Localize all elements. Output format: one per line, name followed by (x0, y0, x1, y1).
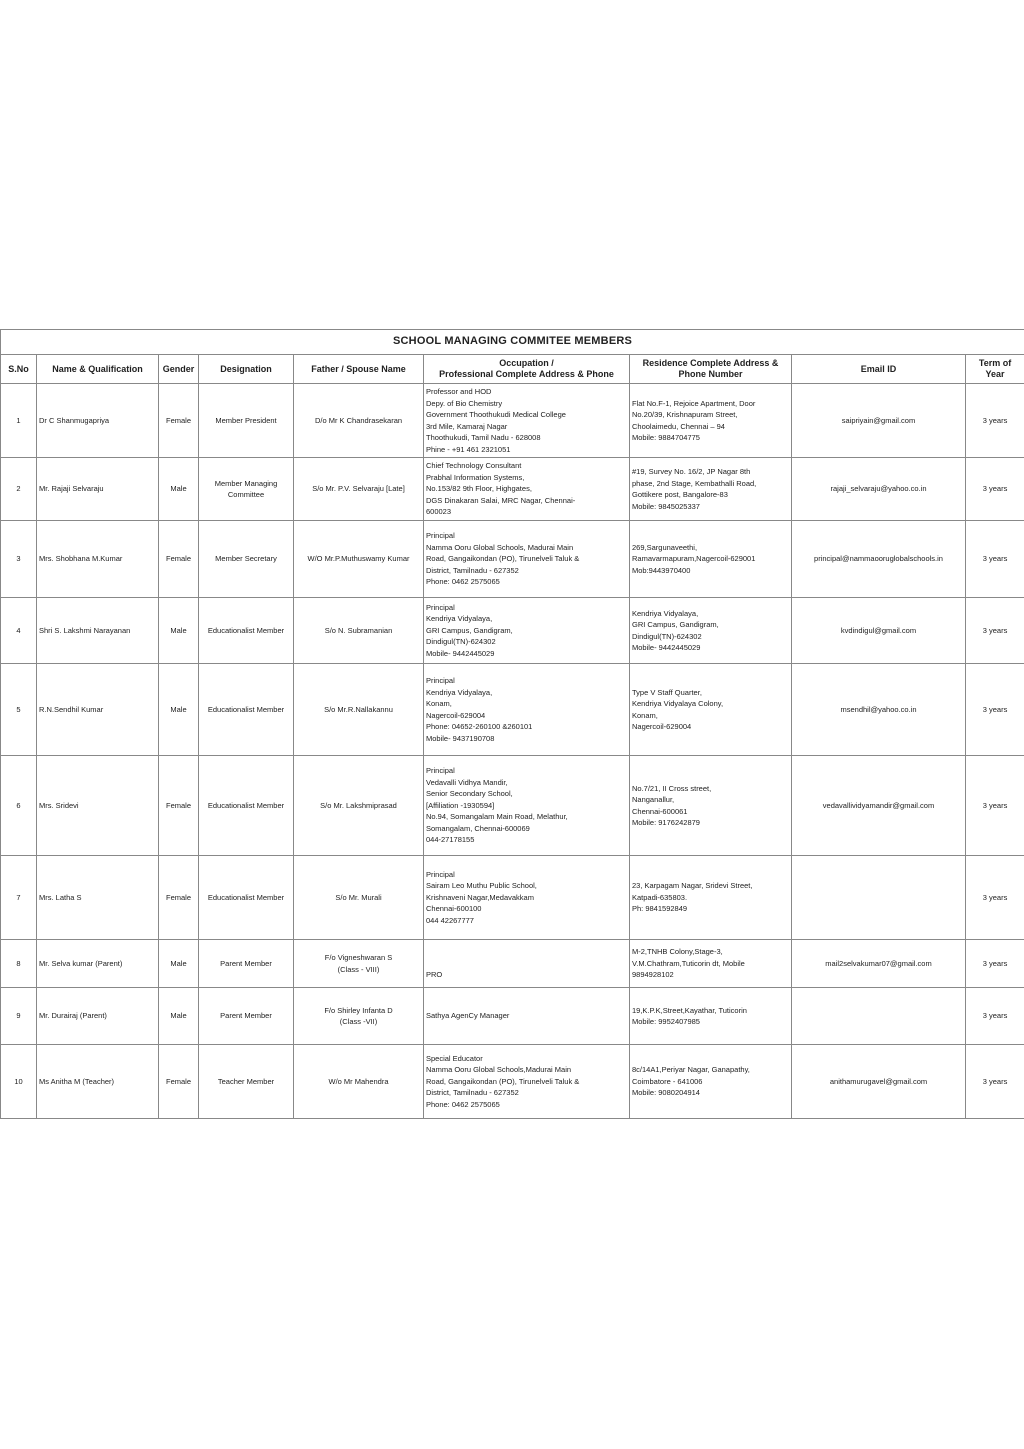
cell-residence: #19, Survey No. 16/2, JP Nagar 8th phase, 2nd Stage, Kembathalli Road, Gottikere post, Bangalore-83 Mobile: 9845025337 (630, 458, 792, 521)
cell-father: S/o Mr. Murali (294, 856, 424, 940)
table-row (1, 664, 1024, 756)
header-sno: S.No (1, 355, 37, 384)
cell-term: 3 years (966, 856, 1024, 940)
cell-occupation: Principal Namma Ooru Global Schools, Madurai Main Road, Gangaikondan (PO), Tirunelveli Taluk & District, Tamilnadu - 627352 Phone: 0462 2575065 (424, 521, 630, 598)
header-email: Email ID (792, 355, 966, 384)
cell-gender: Female (159, 1045, 199, 1119)
cell-name: Mrs. Sridevi (37, 756, 159, 856)
cell-sno: 5 (1, 664, 37, 756)
cell-name: Mrs. Shobhana M.Kumar (37, 521, 159, 598)
cell-father: S/o Mr. Lakshmiprasad (294, 756, 424, 856)
cell-occupation: Sathya AgenCy Manager (424, 988, 630, 1045)
header-residence: Residence Complete Address & Phone Number (630, 355, 792, 384)
cell-residence: Type V Staff Quarter, Kendriya Vidyalaya Colony, Konam, Nagercoil-629004 (630, 664, 792, 756)
cell-term: 3 years (966, 664, 1024, 756)
table-row (1, 940, 1024, 988)
cell-residence: Flat No.F-1, Rejoice Apartment, Door No.20/39, Krishnapuram Street, Choolaimedu, Chennai – 94 Mobile: 9884704775 (630, 384, 792, 458)
cell-term: 3 years (966, 756, 1024, 856)
members-sheet (0, 329, 1024, 1119)
cell-term: 3 years (966, 940, 1024, 988)
table-row (1, 384, 1024, 458)
cell-email: msendhil@yahoo.co.in (792, 664, 966, 756)
cell-residence: No.7/21, II Cross street, Nanganallur, Chennai-600061 Mobile: 9176242879 (630, 756, 792, 856)
cell-occupation: PRO (424, 940, 630, 988)
cell-term: 3 years (966, 598, 1024, 664)
cell-name: Mrs. Latha S (37, 856, 159, 940)
cell-gender: Female (159, 756, 199, 856)
cell-father: W/o Mr Mahendra (294, 1045, 424, 1119)
cell-sno: 9 (1, 988, 37, 1045)
cell-email: mail2selvakumar07@gmail.com (792, 940, 966, 988)
cell-occupation: Principal Vedavalli Vidhya Mandir, Senior Secondary School, [Affiliation -1930594] No.94, Somangalam Main Road, Melathur, Somangalam, Chennai-600069 044-27178155 (424, 756, 630, 856)
cell-sno: 6 (1, 756, 37, 856)
cell-name: Mr. Rajaji Selvaraju (37, 458, 159, 521)
cell-father: W/O Mr.P.Muthuswamy Kumar (294, 521, 424, 598)
cell-email: vedavallividyamandir@gmail.com (792, 756, 966, 856)
cell-residence: 8c/14A1,Periyar Nagar, Ganapathy, Coimbatore - 641006 Mobile: 9080204914 (630, 1045, 792, 1119)
cell-father: F/o Shirley Infanta D (Class -VII) (294, 988, 424, 1045)
cell-father: S/o Mr.R.Nallakannu (294, 664, 424, 756)
cell-designation: Educationalist Member (199, 598, 294, 664)
table-row (1, 756, 1024, 856)
cell-term: 3 years (966, 384, 1024, 458)
cell-residence: 269,Sargunaveethi, Ramavarmapuram,Nagercoil-629001 Mob:9443970400 (630, 521, 792, 598)
cell-designation: Educationalist Member (199, 664, 294, 756)
members-table (0, 329, 1024, 1119)
cell-email: anithamurugavel@gmail.com (792, 1045, 966, 1119)
cell-email: kvdindigul@gmail.com (792, 598, 966, 664)
cell-name: Shri S. Lakshmi Narayanan (37, 598, 159, 664)
cell-name: Mr. Selva kumar (Parent) (37, 940, 159, 988)
cell-gender: Male (159, 940, 199, 988)
cell-occupation: Principal Sairam Leo Muthu Public School, Krishnaveni Nagar,Medavakkam Chennai-600100 044 42267777 (424, 856, 630, 940)
cell-occupation: Special Educator Namma Ooru Global Schools,Madurai Main Road, Gangaikondan (PO), Tirunelveli Taluk & District, Tamilnadu - 627352 Phone: 0462 2575065 (424, 1045, 630, 1119)
header-designation: Designation (199, 355, 294, 384)
cell-sno: 1 (1, 384, 37, 458)
cell-term: 3 years (966, 521, 1024, 598)
header-row (1, 355, 1024, 384)
cell-father: S/o N. Subramanian (294, 598, 424, 664)
cell-gender: Female (159, 856, 199, 940)
cell-gender: Female (159, 521, 199, 598)
cell-gender: Male (159, 458, 199, 521)
cell-residence: 23, Karpagam Nagar, Sridevi Street, Katpadi-635803. Ph: 9841592849 (630, 856, 792, 940)
cell-sno: 4 (1, 598, 37, 664)
table-row (1, 521, 1024, 598)
cell-designation: Member President (199, 384, 294, 458)
table-row (1, 856, 1024, 940)
cell-residence: 19,K.P.K,Street,Kayathar, Tuticorin Mobile: 9952407985 (630, 988, 792, 1045)
table-title: SCHOOL MANAGING COMMITEE MEMBERS (1, 330, 1024, 355)
cell-email: saipriyain@gmail.com (792, 384, 966, 458)
cell-designation: Member Managing Committee (199, 458, 294, 521)
cell-occupation: Chief Technology Consultant Prabhal Information Systems, No.153/82 9th Floor, Highgates, DGS Dinakaran Salai, MRC Nagar, Chennai- 600023 (424, 458, 630, 521)
cell-designation: Educationalist Member (199, 856, 294, 940)
cell-sno: 7 (1, 856, 37, 940)
header-father: Father / Spouse Name (294, 355, 424, 384)
header-term: Term of Year (966, 355, 1024, 384)
cell-designation: Educationalist Member (199, 756, 294, 856)
cell-gender: Male (159, 988, 199, 1045)
header-name: Name & Qualification (37, 355, 159, 384)
cell-gender: Female (159, 384, 199, 458)
table-row (1, 988, 1024, 1045)
cell-sno: 8 (1, 940, 37, 988)
cell-designation: Parent Member (199, 988, 294, 1045)
cell-sno: 2 (1, 458, 37, 521)
cell-term: 3 years (966, 458, 1024, 521)
cell-residence: M-2,TNHB Colony,Stage-3, V.M.Chathram,Tuticorin dt, Mobile 9894928102 (630, 940, 792, 988)
cell-father: D/o Mr K Chandrasekaran (294, 384, 424, 458)
cell-email: rajaji_selvaraju@yahoo.co.in (792, 458, 966, 521)
cell-occupation: Professor and HOD Depy. of Bio Chemistry Government Thoothukudi Medical College 3rd Mile, Kamaraj Nagar Thoothukudi, Tamil Nadu - 628008 Phine - +91 461 2321051 (424, 384, 630, 458)
cell-sno: 10 (1, 1045, 37, 1119)
table-row (1, 458, 1024, 521)
cell-name: Mr. Durairaj (Parent) (37, 988, 159, 1045)
cell-name: Ms Anitha M (Teacher) (37, 1045, 159, 1119)
cell-gender: Male (159, 664, 199, 756)
cell-name: Dr C Shanmugapriya (37, 384, 159, 458)
header-occupation: Occupation / Professional Complete Address & Phone (424, 355, 630, 384)
table-row (1, 1045, 1024, 1119)
cell-gender: Male (159, 598, 199, 664)
cell-sno: 3 (1, 521, 37, 598)
cell-residence: Kendriya Vidyalaya, GRI Campus, Gandigram, Dindigul(TN)-624302 Mobile- 9442445029 (630, 598, 792, 664)
cell-email: principal@nammaooruglobalschools.in (792, 521, 966, 598)
cell-designation: Member Secretary (199, 521, 294, 598)
cell-term: 3 years (966, 1045, 1024, 1119)
cell-name: R.N.Sendhil Kumar (37, 664, 159, 756)
cell-email (792, 856, 966, 940)
table-row (1, 598, 1024, 664)
cell-occupation: Principal Kendriya Vidyalaya, GRI Campus, Gandigram, Dindigul(TN)-624302 Mobile- 9442445029 (424, 598, 630, 664)
cell-email (792, 988, 966, 1045)
cell-father: S/o Mr. P.V. Selvaraju [Late] (294, 458, 424, 521)
cell-term: 3 years (966, 988, 1024, 1045)
header-gender: Gender (159, 355, 199, 384)
cell-occupation: Principal Kendriya Vidyalaya, Konam, Nagercoil-629004 Phone: 04652-260100 &260101 Mobile- 9437190708 (424, 664, 630, 756)
cell-designation: Teacher Member (199, 1045, 294, 1119)
cell-designation: Parent Member (199, 940, 294, 988)
cell-father: F/o Vigneshwaran S (Class - VIII) (294, 940, 424, 988)
